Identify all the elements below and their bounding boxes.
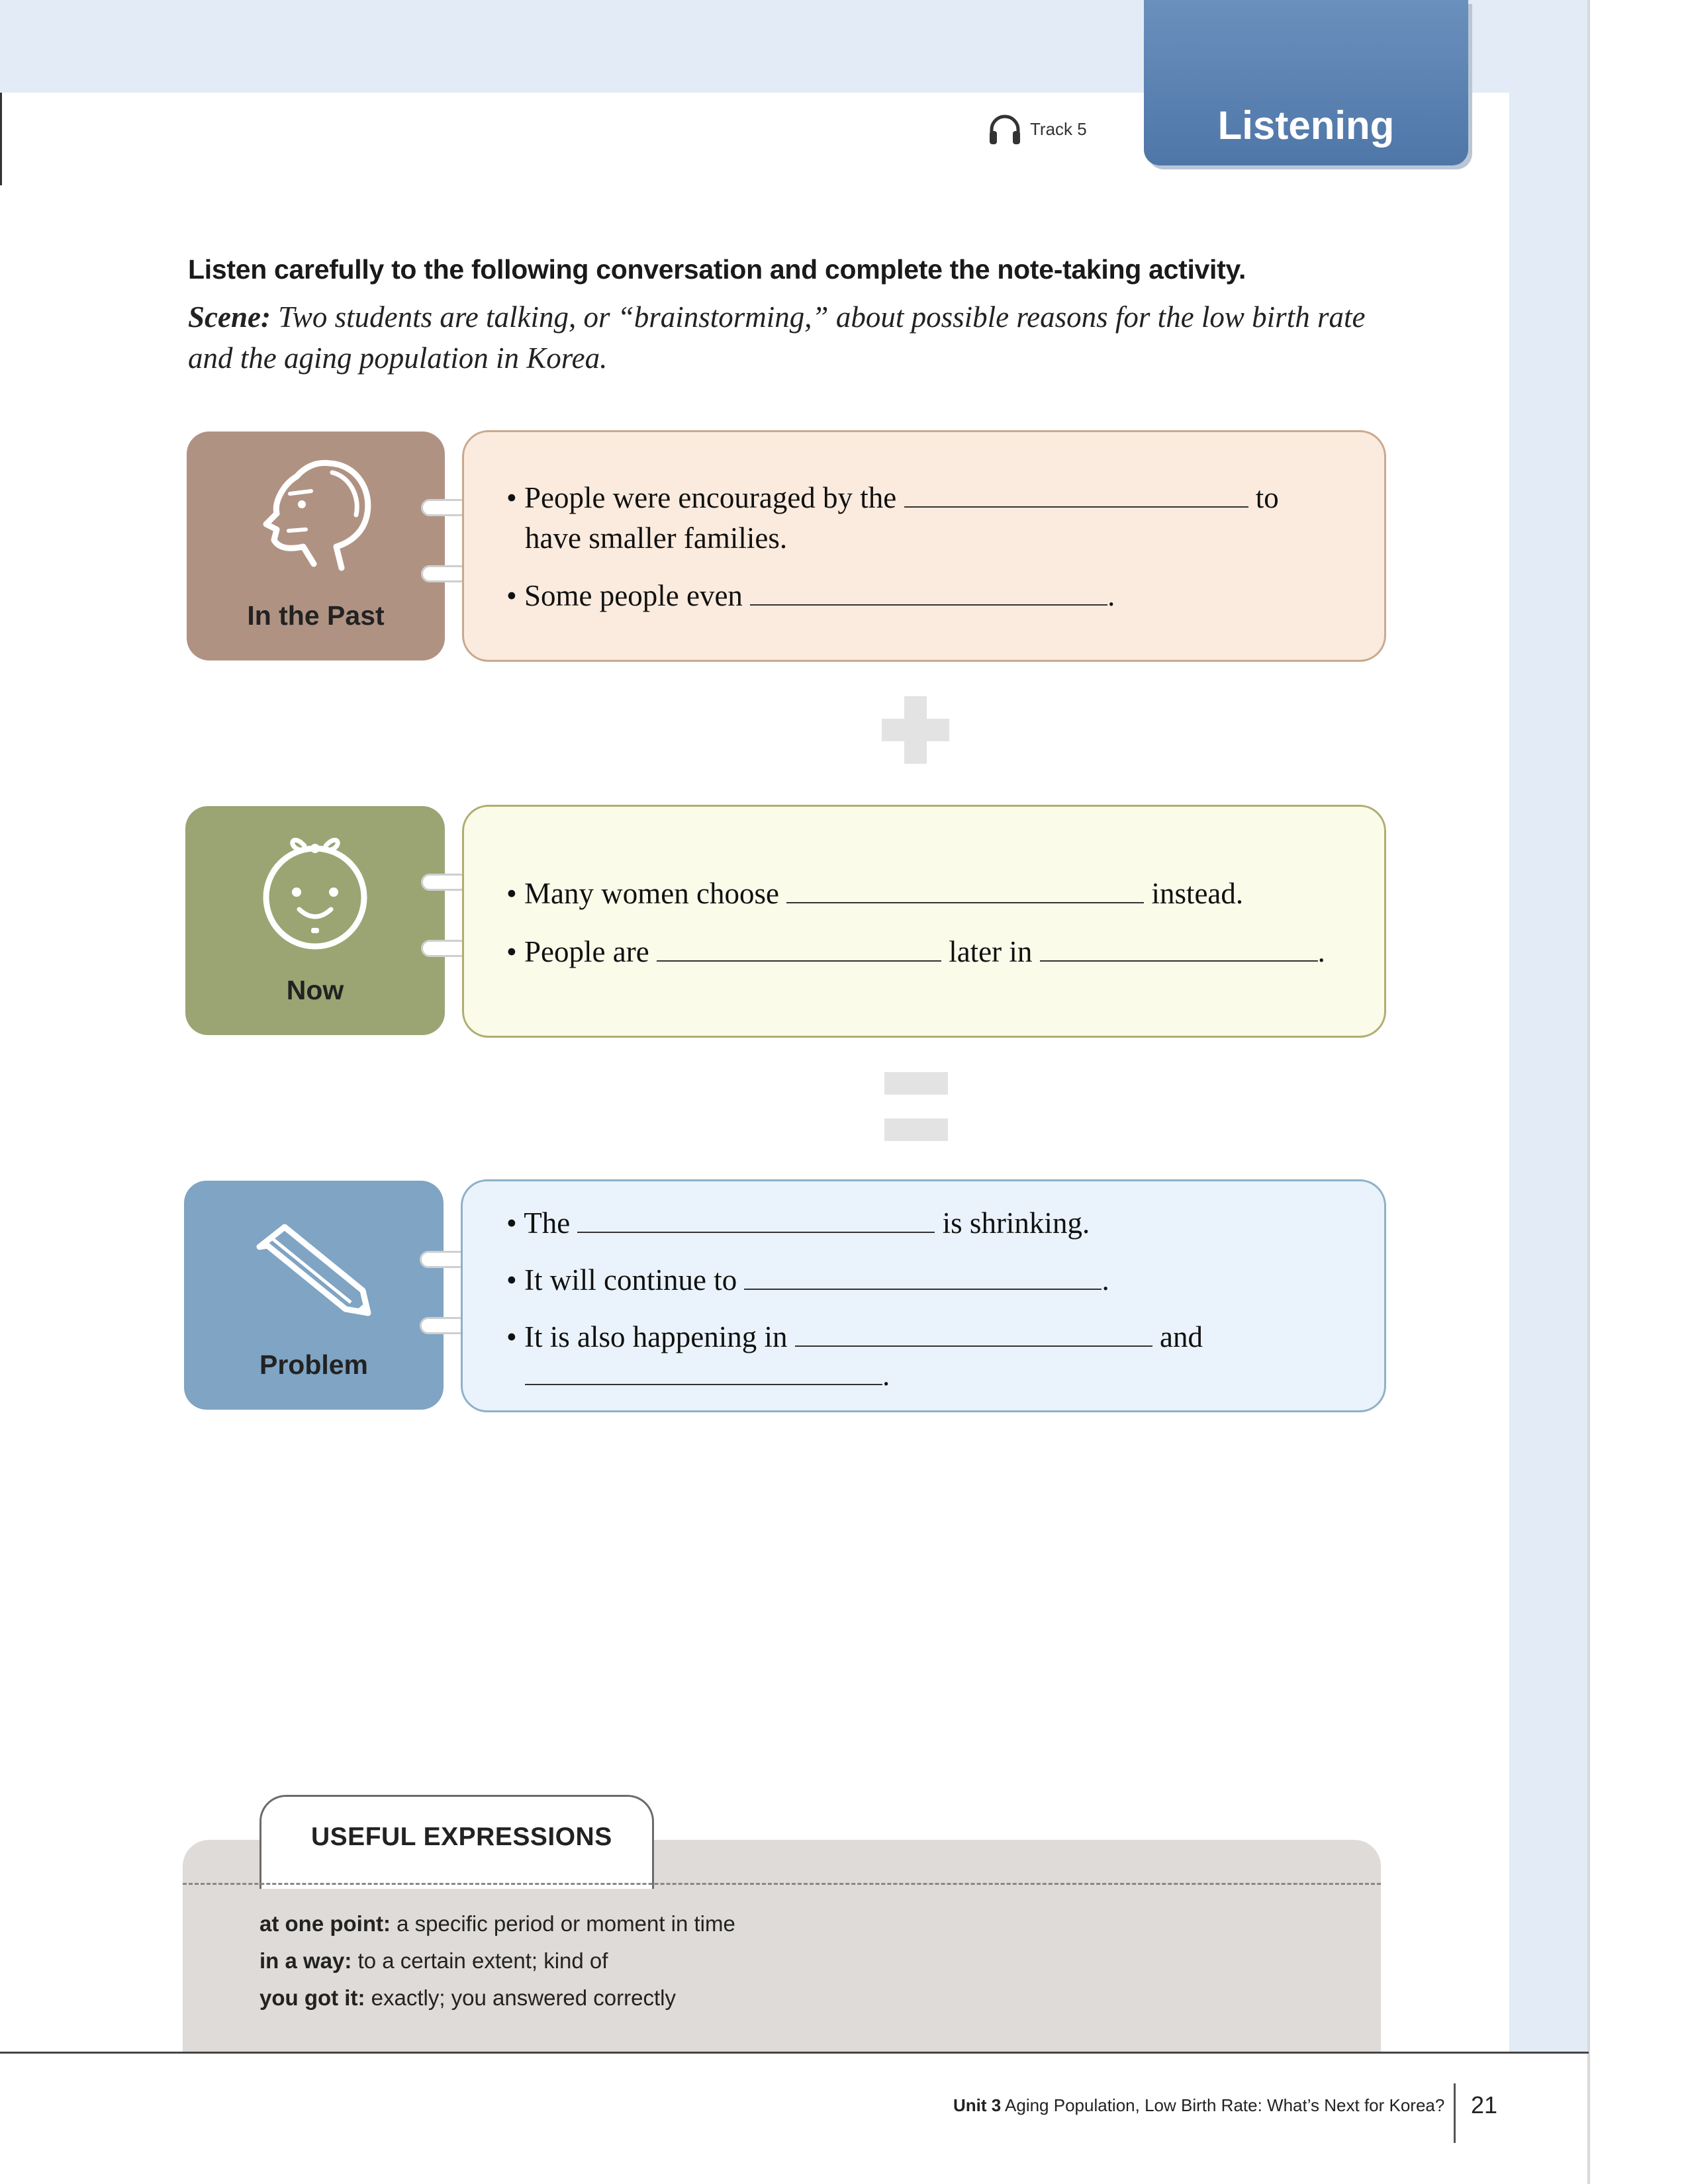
answer-blank[interactable] xyxy=(795,1319,1152,1347)
now-notes-card xyxy=(462,805,1386,1038)
listening-tab xyxy=(1144,0,1468,165)
equals-icon-bar xyxy=(884,1118,948,1141)
page-body xyxy=(0,93,1509,2078)
instruction-text: Listen carefully to the following conversation and complete the note-taking activity. xyxy=(188,254,1246,285)
answer-blank[interactable] xyxy=(904,480,1248,508)
bullet-text: It will continue to xyxy=(524,1263,737,1297)
bullet-text: It is also happening in xyxy=(524,1320,788,1353)
problem-label-card xyxy=(184,1181,444,1410)
expression-term: in a way: xyxy=(259,1948,352,1973)
expression-item xyxy=(259,1948,608,1974)
scene-text: Two students are talking, or “brainstorming,” about possible reasons for the low birth rate and the aging population in Korea. xyxy=(188,300,1366,375)
problem-bullet-3-cont xyxy=(525,1357,890,1392)
scene-label: Scene: xyxy=(188,300,271,334)
problem-bullet-1: • The is shrinking. xyxy=(506,1206,1090,1240)
answer-blank[interactable] xyxy=(1040,934,1318,962)
page-number: 21 xyxy=(1471,2091,1498,2118)
scene-description xyxy=(188,296,1399,379)
expression-definition: to a certain extent; kind of xyxy=(352,1948,608,1973)
pencil-icon xyxy=(244,1220,383,1320)
bullet-text: Many women choose xyxy=(524,877,779,910)
problem-bullet-3: • It is also happening in and xyxy=(506,1320,1203,1353)
expression-term: at one point: xyxy=(259,1911,391,1936)
answer-blank[interactable] xyxy=(577,1205,935,1233)
bullet-text: later in xyxy=(949,935,1033,968)
footer-title: Aging Population, Low Birth Rate: What’s Next for Korea? xyxy=(1001,2095,1445,2115)
elderly-face-icon xyxy=(250,450,383,576)
answer-blank[interactable] xyxy=(657,934,941,962)
bullet-text: . xyxy=(882,1359,890,1392)
page-edge xyxy=(1587,0,1590,2184)
past-bullet-1: • People were encouraged by the to xyxy=(506,481,1279,514)
problem-label: Problem xyxy=(259,1349,369,1380)
bullet-text: is shrinking. xyxy=(942,1206,1090,1240)
section-tab-label: Listening xyxy=(1217,103,1395,148)
dashed-divider xyxy=(183,1883,1381,1885)
now-bullet-1: • Many women choose instead. xyxy=(506,877,1244,910)
footer-unit: Unit 3 xyxy=(953,2095,1002,2115)
now-label: Now xyxy=(286,975,344,1005)
problem-bullet-2: • It will continue to . xyxy=(506,1263,1109,1297)
bullet-text: and xyxy=(1159,1320,1203,1353)
equals-icon xyxy=(884,1072,948,1095)
expression-item xyxy=(259,1911,735,1936)
headphones-icon xyxy=(986,111,1023,147)
bullet-text: . xyxy=(1102,1263,1109,1297)
past-bullet-1-cont: have smaller families. xyxy=(525,522,788,555)
bullet-text: . xyxy=(1317,935,1325,968)
bullet-text: People are xyxy=(524,935,649,968)
now-label-card xyxy=(185,806,445,1035)
page-side-strip xyxy=(1509,93,1589,2052)
answer-blank[interactable] xyxy=(744,1262,1102,1290)
answer-blank[interactable] xyxy=(750,578,1107,606)
bullet-text: to xyxy=(1255,481,1279,514)
useful-expressions-title: USEFUL EXPRESSIONS xyxy=(311,1823,612,1851)
audio-track[interactable] xyxy=(986,111,1087,147)
past-bullet-2: • Some people even . xyxy=(506,579,1115,612)
past-notes-card xyxy=(462,430,1386,662)
bullet-text: . xyxy=(1107,579,1115,612)
answer-blank[interactable] xyxy=(786,876,1144,903)
footer-rule xyxy=(0,2052,1589,2054)
bullet-text: People were encouraged by the xyxy=(524,481,897,514)
past-label-card xyxy=(187,432,445,660)
bullet-text: The xyxy=(524,1206,571,1240)
bullet-text: instead. xyxy=(1151,877,1244,910)
plus-icon-bar xyxy=(882,719,949,741)
margin-line xyxy=(0,93,2,185)
now-bullet-2: • People are later in . xyxy=(506,935,1325,968)
answer-blank[interactable] xyxy=(525,1357,882,1385)
bullet-text: Some people even xyxy=(524,579,743,612)
expression-term: you got it: xyxy=(259,1985,365,2010)
past-label: In the Past xyxy=(247,600,385,631)
footer-separator xyxy=(1454,2083,1456,2143)
expression-definition: exactly; you answered correctly xyxy=(365,1985,676,2010)
problem-notes-card xyxy=(461,1179,1386,1412)
expression-item xyxy=(259,1985,676,2011)
track-label: Track 5 xyxy=(1030,118,1087,139)
footer-unit-title xyxy=(953,2095,1444,2116)
baby-face-icon xyxy=(250,823,380,953)
expression-definition: a specific period or moment in time xyxy=(390,1911,735,1936)
